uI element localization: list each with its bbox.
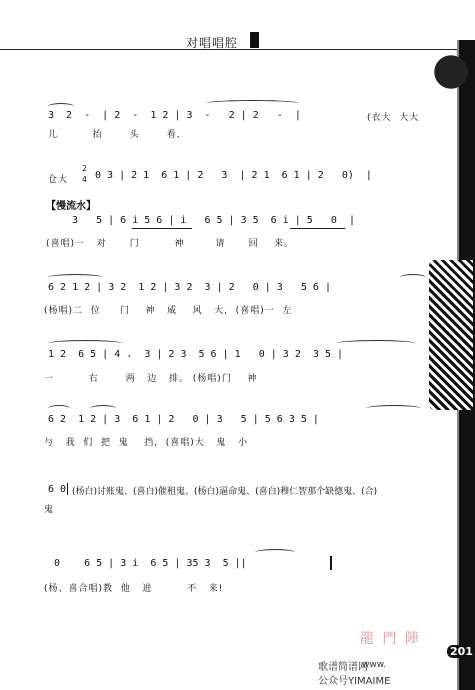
row6-lyrics: 与 我 们 把 鬼 挡, (喜唱)大 鬼 小 <box>44 438 248 448</box>
row8-notes: 0 6 5 | 3 i 6 5 | 35 3 5 || <box>54 558 247 569</box>
footer-watermark-logo: 龍 門 陣 <box>360 631 421 647</box>
footer-site-name: 歌谱简谱网 <box>318 662 368 673</box>
right-edge-art <box>429 260 473 410</box>
section-label-man-liu-shui: 【慢流水】 <box>46 201 96 212</box>
row1-slur-1 <box>48 103 74 110</box>
row1-lyrics: 儿 抬 头 看, <box>48 130 181 140</box>
row4-notes: 6 2 1 2 | 3 2 1 2 | 3 2 3 | 2 0 | 3 5 6 | <box>48 282 331 293</box>
row8-lyrics: (杨、喜合唱)教 他 进 不 来! <box>44 584 224 594</box>
header-block-decoration <box>250 32 259 48</box>
row7-notes: 6 0 <box>48 484 67 495</box>
row3-beam-1 <box>132 228 192 229</box>
row2-notes: 0 3 | 2 1 6 1 | 2 3 | 2 1 6 1 | 2 0) | <box>95 170 372 181</box>
row1-notes: 3 2 - | 2 - 1 2 | 3 - 2 | 2 - | <box>48 110 301 121</box>
row8-final-barline <box>330 556 332 570</box>
page-number: 201 <box>447 645 475 658</box>
row3-beam-2 <box>290 228 345 229</box>
row7-dialogue: (杨白)讨账鬼、(喜白)催租鬼、(杨白)逼命鬼、(喜白)穆仁智那个缺德鬼、(合) <box>72 487 378 497</box>
page-header-title: 对唱唱腔 <box>186 36 239 50</box>
row5-slur-1 <box>336 340 416 347</box>
row3-lyrics: (喜唱)一 对 门 神 请 回 来。 <box>46 239 295 249</box>
row1-percussion-tag: (衣大 大大 <box>367 113 420 123</box>
row2-time-sig-top: 2 <box>82 164 87 173</box>
row8-slur-1 <box>255 549 295 556</box>
row5-tie-1 <box>48 340 123 347</box>
row4-lyrics: (杨唱)二 位 门 神 威 风 大, (喜唱)一 左 <box>44 306 293 316</box>
row4-slur-1 <box>48 274 103 281</box>
footer-site-text: www. <box>362 660 387 670</box>
row7-dialogue-cont: 鬼 <box>44 505 54 515</box>
row4-slur-2 <box>400 274 426 281</box>
right-edge-ornament <box>431 48 471 108</box>
row2-time-sig-bottom: 4 <box>82 175 87 184</box>
row6-slur-1 <box>48 405 70 412</box>
footer-brand-text: 公众号YIMAIME <box>318 676 391 687</box>
row5-notes: 1 2 6 5 | 4 . 3 | 2 3 5 6 | 1 0 | 3 2 3 5 | <box>48 349 344 360</box>
row6-slur-3 <box>366 405 421 412</box>
row6-slur-2 <box>90 405 116 412</box>
row2-lead: 仓大 <box>48 175 69 185</box>
row6-notes: 6 2 1 2 | 3 6 1 | 2 0 | 3 5 | 5 6 3 5 | <box>48 414 319 425</box>
row5-lyrics: 一 右 两 边 排。 (杨唱)门 神 <box>44 374 258 384</box>
row7-barline <box>67 483 68 495</box>
row3-notes: 3 5 | 6 i 5 6 | i 6 5 | 3 5 6 i | 5 0 | <box>72 215 355 226</box>
row1-tie-1 <box>205 100 300 107</box>
